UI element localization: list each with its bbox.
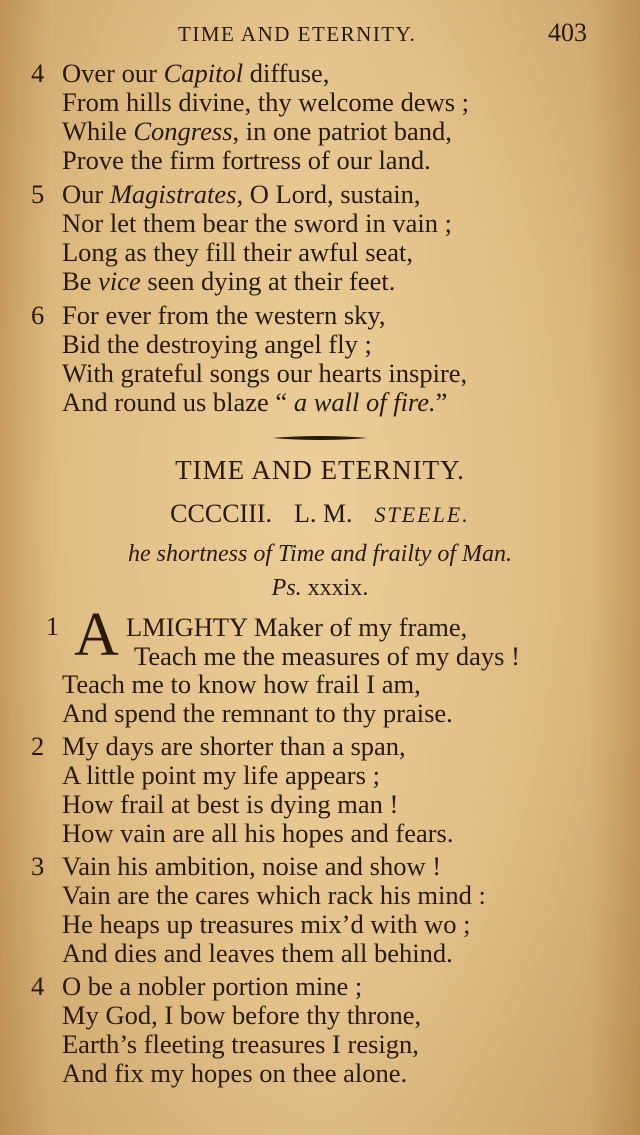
verse-line: Teach me to know how frail I am, (62, 669, 421, 699)
page-number: 403 (548, 18, 587, 47)
verse-line: Vain are the cares which rack his mind : (62, 880, 486, 910)
verse-line: How frail at best is dying man ! (62, 789, 399, 819)
verse-line: And dies and leaves them all behind. (62, 938, 453, 968)
section-divider-ornament (270, 434, 370, 442)
verse-line: My days are shorter than a span, (62, 731, 406, 761)
running-head: TIME AND ETERNITY. (178, 22, 417, 46)
verse-line: With grateful songs our hearts inspire, (62, 358, 468, 388)
hymn-subtitle: he shortness of Time and frailty of Man. (128, 541, 512, 567)
stanza-number: 4 (31, 971, 45, 1001)
verse-line: My God, I bow before thy throne, (62, 1000, 422, 1030)
verse-line: Be vice seen dying at their feet. (62, 266, 396, 296)
verse-line: Vain his ambition, noise and show ! (62, 851, 442, 881)
verse-line: And spend the remnant to thy praise. (62, 698, 453, 728)
hymn-section-title: TIME AND ETERNITY. (175, 455, 465, 485)
psalm-reference: Ps. xxxix. (271, 575, 369, 601)
stanza-number: 5 (31, 179, 45, 209)
verse-line: And fix my hopes on thee alone. (62, 1058, 408, 1088)
verse-line: Over our Capitol diffuse, (62, 58, 330, 88)
verse-line: Earth’s fleeting treasures I resign, (62, 1029, 419, 1059)
verse-line: Teach me the measures of my days ! (134, 641, 520, 671)
hymn-number: CCCCIII. (170, 499, 273, 528)
verse-line: A little point my life appears ; (62, 760, 380, 790)
drop-cap: A (74, 601, 119, 669)
stanza-number: 2 (31, 731, 45, 761)
stanza-number: 4 (31, 58, 45, 88)
hymn-author: STEELE. (374, 502, 470, 527)
verse-line: Nor let them bear the sword in vain ; (62, 208, 453, 238)
verse-line: For ever from the western sky, (62, 300, 386, 330)
stanza-number: 3 (31, 851, 45, 881)
stanza-number: 1 (46, 612, 59, 641)
verse-line: From hills divine, thy welcome dews ; (62, 87, 470, 117)
page-header (0, 18, 640, 50)
verse-line: While Congress, in one patriot band, (62, 116, 452, 146)
verse-line: LMIGHTY Maker of my frame, (126, 612, 468, 642)
verse-line: He heaps up treasures mix’d with wo ; (62, 909, 471, 939)
hymn-number-meter-author (0, 499, 640, 529)
hymn-meter: L. M. (294, 499, 353, 528)
verse-line: And round us blaze “ a wall of fire.” (62, 387, 448, 417)
stanza-number: 6 (31, 300, 45, 330)
verse-line: How vain are all his hopes and fears. (62, 818, 454, 848)
verse-line: Bid the destroying angel fly ; (62, 329, 372, 359)
verse-line: Prove the firm fortress of our land. (62, 145, 431, 175)
verse-line: O be a nobler portion mine ; (62, 971, 363, 1001)
verse-line: Our Magistrates, O Lord, sustain, (62, 179, 421, 209)
verse-line: Long as they fill their awful seat, (62, 237, 414, 267)
